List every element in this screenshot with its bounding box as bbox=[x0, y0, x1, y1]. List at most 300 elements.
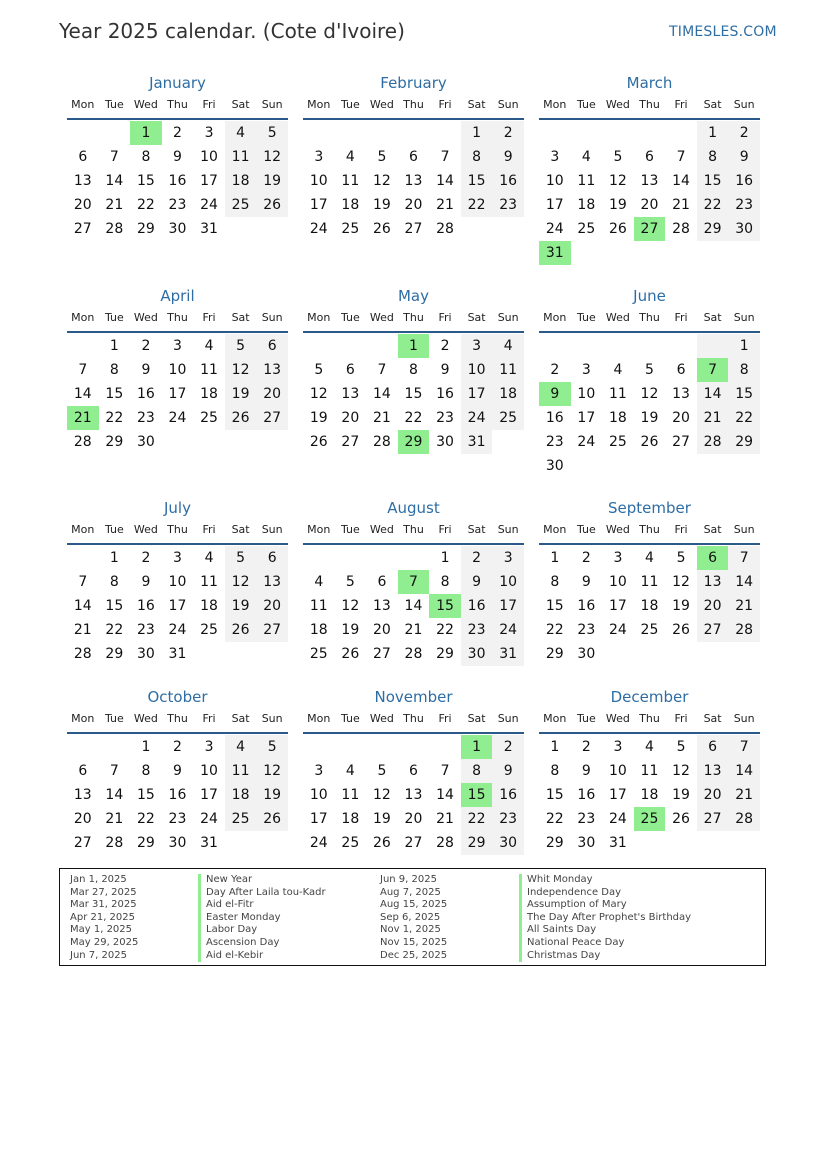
empty-cell bbox=[665, 334, 697, 358]
day-cell: 13 bbox=[73, 787, 92, 803]
holiday-day-cell: 1 bbox=[130, 121, 162, 145]
weekday-label: Mon bbox=[307, 311, 331, 324]
day-cell: 6 bbox=[78, 149, 88, 165]
day-cell: 20 bbox=[341, 410, 360, 426]
day-cell: 17 bbox=[200, 787, 218, 803]
header-rule bbox=[67, 543, 288, 545]
day-cell: 20 bbox=[73, 811, 92, 827]
day-cell: 7 bbox=[377, 362, 387, 378]
day-cell: 13 bbox=[697, 570, 729, 594]
weekday-label: Mon bbox=[543, 98, 567, 111]
day-cell: 13 bbox=[256, 358, 288, 382]
day-cell: 31 bbox=[608, 835, 627, 851]
day-cell: 3 bbox=[173, 338, 182, 354]
day-cell: 3 bbox=[461, 334, 493, 358]
day-cell: 23 bbox=[136, 410, 155, 426]
day-cell: 17 bbox=[608, 598, 627, 614]
holiday-date: Jun 7, 2025 bbox=[70, 949, 127, 961]
holiday-date: Apr 21, 2025 bbox=[70, 911, 136, 923]
day-cell: 11 bbox=[225, 759, 257, 783]
day-cell: 2 bbox=[173, 125, 182, 141]
day-cell: 9 bbox=[173, 763, 182, 779]
weekday-label: Sat bbox=[231, 98, 250, 111]
day-cell: 24 bbox=[545, 221, 564, 237]
day-cell: 5 bbox=[645, 362, 654, 378]
day-cell: 19 bbox=[256, 783, 288, 807]
day-cell: 24 bbox=[200, 811, 218, 827]
day-cell: 16 bbox=[168, 173, 187, 189]
month-november bbox=[303, 688, 524, 855]
day-cell: 14 bbox=[436, 173, 454, 189]
weekday-label: Thu bbox=[167, 523, 188, 536]
day-cell: 17 bbox=[461, 382, 493, 406]
month-january bbox=[67, 74, 288, 241]
weekday-label: Thu bbox=[403, 523, 424, 536]
day-cell: 14 bbox=[728, 759, 760, 783]
day-cell: 4 bbox=[345, 149, 355, 165]
day-cell: 16 bbox=[545, 410, 564, 426]
weekday-header bbox=[67, 523, 288, 543]
day-cell: 24 bbox=[168, 410, 187, 426]
day-cell: 12 bbox=[640, 386, 659, 402]
day-cell: 29 bbox=[461, 831, 493, 855]
day-cell: 16 bbox=[136, 598, 155, 614]
empty-cell bbox=[303, 121, 335, 145]
day-cell: 2 bbox=[173, 739, 182, 755]
month-name: July bbox=[164, 499, 191, 517]
empty-cell bbox=[303, 546, 335, 570]
weekday-label: Sat bbox=[231, 712, 250, 725]
day-cell: 27 bbox=[73, 835, 92, 851]
weekday-label: Tue bbox=[104, 311, 124, 324]
month-name: December bbox=[610, 688, 689, 706]
weekday-label: Fri bbox=[202, 523, 216, 536]
day-cell: 9 bbox=[581, 763, 591, 779]
weekday-label: Mon bbox=[71, 311, 95, 324]
day-cell: 3 bbox=[314, 763, 324, 779]
weekday-label: Wed bbox=[605, 98, 630, 111]
holiday-legend bbox=[59, 868, 766, 966]
day-cell: 26 bbox=[608, 221, 627, 237]
day-cell: 4 bbox=[225, 735, 257, 759]
day-cell: 28 bbox=[404, 646, 423, 662]
day-cell: 30 bbox=[168, 221, 187, 237]
day-cell: 7 bbox=[109, 149, 119, 165]
day-cell: 8 bbox=[728, 358, 760, 382]
day-cell: 7 bbox=[78, 362, 88, 378]
day-cell: 8 bbox=[550, 763, 560, 779]
weekday-label: Tue bbox=[104, 712, 124, 725]
weekday-header bbox=[303, 712, 524, 732]
month-april bbox=[67, 287, 288, 454]
day-cell: 17 bbox=[577, 410, 596, 426]
holiday-date: May 29, 2025 bbox=[70, 937, 139, 948]
day-cell: 15 bbox=[545, 598, 564, 614]
day-cell: 12 bbox=[309, 386, 328, 402]
day-cell: 21 bbox=[105, 197, 124, 213]
weekday-label: Tue bbox=[104, 98, 124, 111]
month-october bbox=[67, 688, 288, 855]
weekday-label: Thu bbox=[639, 311, 660, 324]
day-grid bbox=[303, 546, 524, 666]
weekday-header bbox=[67, 98, 288, 118]
day-cell: 29 bbox=[545, 835, 564, 851]
day-cell: 28 bbox=[105, 835, 124, 851]
day-cell: 27 bbox=[404, 221, 423, 237]
holiday-name: Ascension Day bbox=[198, 937, 279, 950]
day-cell: 10 bbox=[200, 149, 218, 165]
holiday-date: Nov 1, 2025 bbox=[380, 924, 441, 936]
day-cell: 9 bbox=[173, 149, 182, 165]
weekday-label: Fri bbox=[674, 98, 688, 111]
weekday-label: Mon bbox=[307, 98, 331, 111]
day-cell: 4 bbox=[314, 574, 324, 590]
day-cell: 1 bbox=[141, 739, 151, 755]
weekday-label: Thu bbox=[403, 712, 424, 725]
holiday-day-cell: 21 bbox=[67, 406, 99, 430]
day-cell: 22 bbox=[105, 410, 124, 426]
header-rule bbox=[539, 543, 760, 545]
header-rule bbox=[303, 543, 524, 545]
day-cell: 15 bbox=[136, 787, 155, 803]
holiday-day-cell: 7 bbox=[697, 358, 729, 382]
day-cell: 24 bbox=[309, 221, 328, 237]
day-cell: 14 bbox=[73, 386, 92, 402]
day-cell: 1 bbox=[550, 550, 560, 566]
holiday-day-cell: 7 bbox=[398, 570, 430, 594]
day-cell: 3 bbox=[550, 149, 560, 165]
empty-cell bbox=[366, 121, 398, 145]
day-cell: 25 bbox=[225, 193, 257, 217]
day-cell: 30 bbox=[577, 646, 596, 662]
day-cell: 20 bbox=[697, 594, 729, 618]
day-cell: 15 bbox=[136, 173, 155, 189]
day-cell: 30 bbox=[545, 458, 564, 474]
day-cell: 23 bbox=[492, 807, 524, 831]
weekday-label: Sat bbox=[467, 523, 486, 536]
day-cell: 14 bbox=[404, 598, 423, 614]
day-cell: 26 bbox=[372, 835, 391, 851]
holiday-day-cell: 31 bbox=[539, 241, 571, 265]
weekday-label: Sun bbox=[733, 98, 755, 111]
day-cell: 5 bbox=[225, 546, 257, 570]
month-name: March bbox=[626, 74, 673, 92]
day-cell: 29 bbox=[105, 434, 124, 450]
day-cell: 27 bbox=[672, 434, 690, 450]
weekday-label: Tue bbox=[340, 712, 360, 725]
day-cell: 4 bbox=[645, 739, 654, 755]
month-name: May bbox=[397, 287, 429, 305]
day-cell: 11 bbox=[492, 358, 524, 382]
brand-link[interactable]: TIMESLES.COM bbox=[669, 24, 777, 40]
day-cell: 29 bbox=[105, 646, 124, 662]
day-cell: 1 bbox=[440, 550, 450, 566]
month-name: June bbox=[633, 287, 666, 305]
weekday-label: Wed bbox=[369, 523, 394, 536]
holiday-date: Mar 27, 2025 bbox=[70, 886, 137, 898]
header-rule bbox=[67, 732, 288, 734]
day-cell: 18 bbox=[225, 169, 257, 193]
day-cell: 2 bbox=[440, 338, 450, 354]
weekday-label: Sun bbox=[733, 712, 755, 725]
weekday-label: Thu bbox=[639, 712, 660, 725]
day-cell: 24 bbox=[577, 434, 596, 450]
day-cell: 25 bbox=[492, 406, 524, 430]
day-cell: 17 bbox=[200, 173, 218, 189]
day-cell: 13 bbox=[73, 173, 92, 189]
weekday-label: Wed bbox=[369, 98, 394, 111]
weekday-label: Thu bbox=[403, 98, 424, 111]
month-name: October bbox=[147, 688, 208, 706]
day-cell: 9 bbox=[141, 574, 151, 590]
day-grid bbox=[539, 735, 760, 855]
day-cell: 8 bbox=[697, 145, 729, 169]
day-cell: 5 bbox=[225, 334, 257, 358]
month-name: August bbox=[387, 499, 440, 517]
day-cell: 19 bbox=[672, 598, 690, 614]
day-cell: 22 bbox=[404, 410, 423, 426]
day-cell: 30 bbox=[436, 434, 454, 450]
day-cell: 13 bbox=[672, 386, 690, 402]
day-cell: 17 bbox=[168, 598, 187, 614]
day-cell: 4 bbox=[225, 121, 257, 145]
day-cell: 9 bbox=[461, 570, 493, 594]
day-cell: 4 bbox=[204, 550, 214, 566]
empty-cell bbox=[335, 121, 367, 145]
day-cell: 22 bbox=[136, 811, 155, 827]
day-cell: 10 bbox=[461, 358, 493, 382]
day-cell: 7 bbox=[676, 149, 686, 165]
day-cell: 26 bbox=[225, 618, 257, 642]
day-cell: 25 bbox=[640, 622, 659, 638]
day-cell: 14 bbox=[436, 787, 454, 803]
month-march bbox=[539, 74, 760, 265]
holiday-date: Nov 15, 2025 bbox=[380, 937, 448, 948]
day-cell: 2 bbox=[461, 546, 493, 570]
day-cell: 21 bbox=[436, 197, 454, 213]
day-cell: 14 bbox=[73, 598, 92, 614]
day-cell: 27 bbox=[73, 221, 92, 237]
day-cell: 26 bbox=[309, 434, 328, 450]
day-cell: 19 bbox=[225, 594, 257, 618]
empty-cell bbox=[67, 546, 99, 570]
day-cell: 10 bbox=[545, 173, 564, 189]
day-cell: 6 bbox=[697, 735, 729, 759]
weekday-label: Mon bbox=[307, 712, 331, 725]
header-rule bbox=[539, 118, 760, 120]
day-cell: 25 bbox=[577, 221, 596, 237]
day-cell: 3 bbox=[492, 546, 524, 570]
day-cell: 30 bbox=[728, 217, 760, 241]
day-cell: 21 bbox=[672, 197, 690, 213]
day-cell: 3 bbox=[314, 149, 324, 165]
day-cell: 13 bbox=[372, 598, 391, 614]
day-cell: 23 bbox=[436, 410, 454, 426]
day-cell: 20 bbox=[372, 622, 391, 638]
weekday-label: Tue bbox=[340, 98, 360, 111]
weekday-label: Sun bbox=[261, 523, 283, 536]
day-cell: 10 bbox=[608, 763, 627, 779]
day-cell: 8 bbox=[550, 574, 560, 590]
weekday-label: Tue bbox=[104, 523, 124, 536]
day-cell: 28 bbox=[436, 221, 454, 237]
month-name: November bbox=[374, 688, 453, 706]
month-june bbox=[539, 287, 760, 478]
empty-cell bbox=[602, 334, 634, 358]
day-cell: 10 bbox=[608, 574, 627, 590]
day-grid bbox=[303, 735, 524, 855]
header-rule bbox=[303, 331, 524, 333]
day-cell: 27 bbox=[372, 646, 391, 662]
day-grid bbox=[67, 121, 288, 241]
day-cell: 22 bbox=[105, 622, 124, 638]
header-rule bbox=[539, 331, 760, 333]
day-cell: 14 bbox=[105, 787, 124, 803]
day-cell: 6 bbox=[345, 362, 355, 378]
day-cell: 28 bbox=[372, 434, 391, 450]
day-cell: 11 bbox=[200, 362, 218, 378]
weekday-label: Tue bbox=[340, 523, 360, 536]
day-cell: 5 bbox=[314, 362, 324, 378]
month-september bbox=[539, 499, 760, 666]
day-cell: 16 bbox=[436, 386, 454, 402]
day-cell: 16 bbox=[577, 787, 596, 803]
day-cell: 9 bbox=[581, 574, 591, 590]
day-cell: 7 bbox=[78, 574, 88, 590]
holiday-day-cell: 1 bbox=[461, 735, 493, 759]
day-cell: 20 bbox=[404, 811, 423, 827]
weekday-label: Thu bbox=[167, 98, 188, 111]
day-cell: 21 bbox=[73, 622, 92, 638]
empty-cell bbox=[67, 334, 99, 358]
month-name: April bbox=[160, 287, 195, 305]
day-cell: 24 bbox=[309, 835, 328, 851]
day-cell: 1 bbox=[461, 121, 493, 145]
day-cell: 9 bbox=[492, 145, 524, 169]
day-cell: 30 bbox=[136, 434, 155, 450]
weekday-label: Fri bbox=[674, 712, 688, 725]
day-cell: 27 bbox=[256, 406, 288, 430]
day-cell: 22 bbox=[461, 807, 493, 831]
day-cell: 18 bbox=[577, 197, 596, 213]
empty-cell bbox=[665, 121, 697, 145]
day-cell: 31 bbox=[168, 646, 187, 662]
day-cell: 28 bbox=[672, 221, 690, 237]
day-cell: 23 bbox=[168, 197, 187, 213]
empty-cell bbox=[602, 121, 634, 145]
day-cell: 27 bbox=[341, 434, 360, 450]
empty-cell bbox=[539, 121, 571, 145]
weekday-label: Fri bbox=[438, 712, 452, 725]
day-cell: 20 bbox=[672, 410, 690, 426]
day-cell: 3 bbox=[613, 739, 623, 755]
holiday-date: Jun 9, 2025 bbox=[380, 874, 437, 885]
day-cell: 22 bbox=[728, 406, 760, 430]
weekday-label: Tue bbox=[576, 523, 596, 536]
day-cell: 10 bbox=[200, 763, 218, 779]
day-cell: 10 bbox=[309, 173, 328, 189]
day-cell: 12 bbox=[372, 787, 391, 803]
day-cell: 23 bbox=[461, 618, 493, 642]
weekday-header bbox=[539, 311, 760, 331]
day-cell: 13 bbox=[404, 787, 423, 803]
day-cell: 27 bbox=[697, 807, 729, 831]
empty-cell bbox=[366, 546, 398, 570]
day-cell: 29 bbox=[545, 646, 564, 662]
holiday-date: Aug 15, 2025 bbox=[380, 899, 448, 911]
empty-cell bbox=[634, 121, 666, 145]
day-cell: 9 bbox=[141, 362, 151, 378]
day-cell: 21 bbox=[697, 406, 729, 430]
day-cell: 23 bbox=[577, 811, 596, 827]
day-cell: 22 bbox=[697, 193, 729, 217]
day-cell: 28 bbox=[697, 430, 729, 454]
empty-cell bbox=[67, 735, 99, 759]
weekday-label: Sun bbox=[733, 523, 755, 536]
day-cell: 4 bbox=[613, 362, 623, 378]
day-cell: 10 bbox=[577, 386, 596, 402]
weekday-label: Mon bbox=[71, 523, 95, 536]
day-cell: 10 bbox=[309, 787, 328, 803]
day-cell: 20 bbox=[256, 382, 288, 406]
day-cell: 13 bbox=[697, 759, 729, 783]
day-cell: 24 bbox=[168, 622, 187, 638]
day-cell: 1 bbox=[697, 121, 729, 145]
day-cell: 8 bbox=[409, 362, 418, 378]
day-cell: 14 bbox=[372, 386, 391, 402]
day-cell: 7 bbox=[109, 763, 119, 779]
empty-cell bbox=[67, 121, 99, 145]
weekday-label: Tue bbox=[576, 311, 596, 324]
day-cell: 21 bbox=[105, 811, 124, 827]
day-grid bbox=[303, 334, 524, 454]
day-cell: 17 bbox=[309, 197, 328, 213]
day-cell: 11 bbox=[225, 145, 257, 169]
header-rule bbox=[67, 331, 288, 333]
day-cell: 21 bbox=[728, 594, 760, 618]
empty-cell bbox=[335, 546, 367, 570]
day-cell: 14 bbox=[672, 173, 690, 189]
day-cell: 8 bbox=[141, 149, 151, 165]
day-cell: 22 bbox=[136, 197, 155, 213]
empty-cell bbox=[429, 121, 461, 145]
holiday-name: Assumption of Mary bbox=[519, 899, 627, 912]
day-cell: 10 bbox=[492, 570, 524, 594]
day-cell: 4 bbox=[204, 338, 214, 354]
day-cell: 30 bbox=[136, 646, 155, 662]
day-cell: 15 bbox=[728, 382, 760, 406]
empty-cell bbox=[634, 334, 666, 358]
day-cell: 5 bbox=[377, 763, 387, 779]
day-cell: 18 bbox=[608, 410, 627, 426]
day-cell: 8 bbox=[141, 763, 151, 779]
day-cell: 4 bbox=[345, 763, 355, 779]
day-cell: 4 bbox=[581, 149, 591, 165]
day-cell: 25 bbox=[341, 221, 360, 237]
day-cell: 15 bbox=[545, 787, 564, 803]
day-cell: 7 bbox=[728, 546, 760, 570]
month-july bbox=[67, 499, 288, 666]
day-cell: 29 bbox=[436, 646, 454, 662]
empty-cell bbox=[398, 735, 430, 759]
day-cell: 2 bbox=[492, 121, 524, 145]
day-cell: 14 bbox=[697, 382, 729, 406]
day-cell: 2 bbox=[581, 550, 591, 566]
weekday-label: Fri bbox=[202, 98, 216, 111]
weekday-label: Sat bbox=[703, 98, 722, 111]
day-cell: 9 bbox=[728, 145, 760, 169]
day-cell: 8 bbox=[461, 145, 493, 169]
